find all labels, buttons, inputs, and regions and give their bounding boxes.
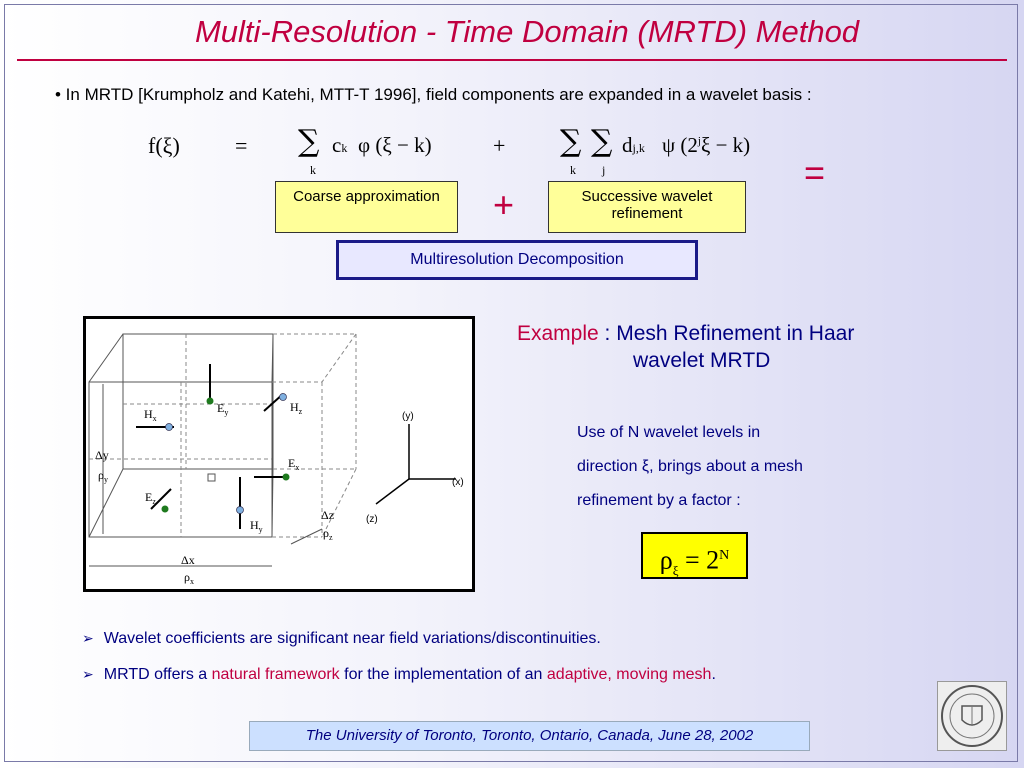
example-text-line2: wavelet MRTD	[633, 349, 771, 372]
label-rho-x: $\rho_x$	[184, 570, 194, 586]
bullet-item-2: ➢ MRTD offers a natural framework for the implementation of an adaptive, moving mesh.	[82, 666, 716, 683]
wavelet-coefficient: dj,k	[622, 133, 645, 157]
label-ex: $E_x$	[288, 456, 300, 472]
label-dz: Δz	[321, 508, 335, 522]
intro-bullet: • In MRTD [Krumpholz and Katehi, MTT-T 1996], field components are expanded in a wavelet basis :	[55, 85, 812, 104]
footer-banner: The University of Toronto, Toronto, Ontario, Canada, June 28, 2002	[249, 721, 810, 751]
label-rho-y: $\rho_y$	[98, 468, 108, 484]
axis-label-y: (y)	[402, 411, 414, 422]
label-dx: Δx	[181, 553, 195, 567]
example-label: Example	[517, 322, 599, 345]
refinement-line2: direction ξ, brings about a mesh	[577, 458, 803, 475]
big-plus-sign: +	[493, 184, 515, 225]
multiresolution-decomposition-box: Multiresolution Decomposition	[336, 240, 698, 280]
sum-symbol-k: ∑	[298, 124, 320, 159]
label-rho-z: $\rho_z$	[323, 526, 333, 542]
label-dy: Δy	[95, 448, 109, 462]
label-ey: $E_y$	[217, 401, 229, 417]
mesh-cell-diagram	[86, 319, 472, 589]
label-ez: $E_z$	[145, 490, 156, 506]
axis-label-z: (z)	[366, 514, 378, 525]
sum-symbol-j: ∑	[591, 124, 613, 159]
refinement-line3: refinement by a factor :	[577, 492, 741, 509]
bullet-arrow-icon: ➢	[82, 630, 94, 646]
coarse-coefficient: ck	[332, 133, 348, 157]
bullet-item-1: ➢ Wavelet coefficients are significant near field variations/discontinuities.	[82, 630, 601, 647]
axis-label-x: (x)	[452, 477, 464, 488]
slide-title: Multi-Resolution - Time Domain (MRTD) Method	[194, 14, 860, 49]
sum-index-j: j	[602, 163, 606, 177]
bullet-arrow-icon: ➢	[82, 666, 94, 682]
sum-symbol-k2: ∑	[560, 124, 582, 159]
scaling-function: φ (ξ − k)	[358, 133, 432, 157]
mesh-cell-figure	[83, 316, 475, 592]
equation-equals: =	[235, 133, 248, 158]
refinement-factor-formula: $\rho_\xi = 2^N$	[641, 532, 748, 579]
sum-index-k: k	[310, 163, 316, 177]
big-equals-sign: =	[804, 152, 826, 193]
university-seal-logo	[937, 681, 1007, 751]
wavelet-function: ψ $(2^j\xi - k)$	[662, 133, 751, 157]
label-hy: $H_y$	[250, 518, 263, 534]
label-hz: $H_z$	[290, 400, 303, 416]
label-hx: $H_x$	[144, 407, 157, 423]
wavelet-refinement-box: Successive wavelet refinement	[548, 181, 746, 233]
equation-plus: +	[493, 133, 506, 158]
refinement-description	[577, 416, 877, 518]
example-text-line1: : Mesh Refinement in Haar	[598, 322, 855, 345]
refinement-line1: Use of N wavelet levels in	[577, 424, 761, 441]
coarse-approximation-box: Coarse approximation	[275, 181, 458, 233]
sum-index-k2: k	[570, 163, 576, 177]
equation-lhs: f(ξ)	[148, 133, 180, 158]
title-divider	[17, 59, 1007, 61]
example-heading	[517, 320, 854, 374]
